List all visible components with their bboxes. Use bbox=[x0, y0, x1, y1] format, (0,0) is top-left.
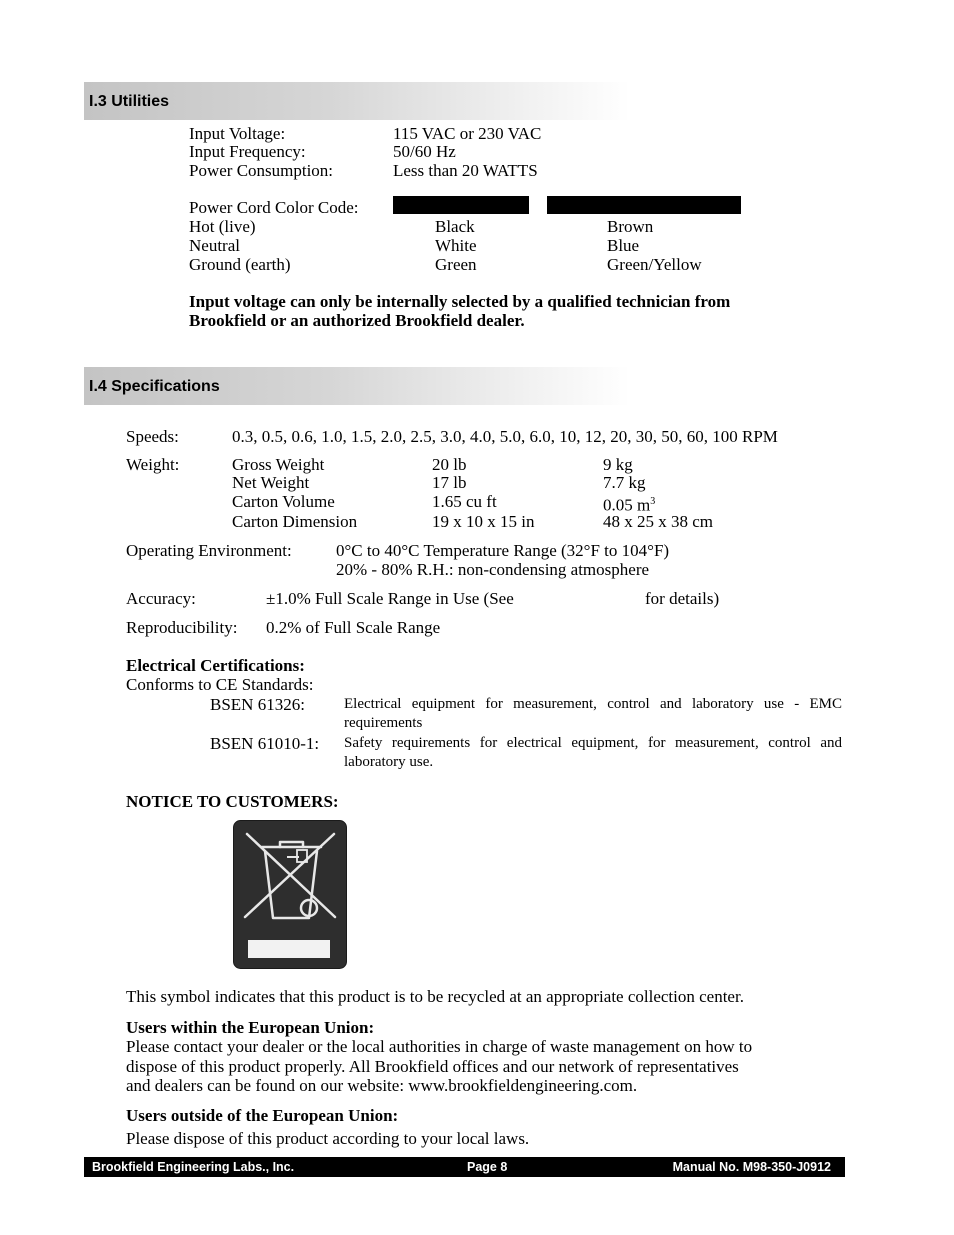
carton-volume-name: Carton Volume bbox=[232, 492, 335, 511]
ground-eu: Green/Yellow bbox=[607, 255, 702, 274]
certifications-heading: Electrical Certifications: bbox=[126, 656, 305, 675]
accuracy-value: ±1.0% Full Scale Range in Use (See bbox=[266, 589, 514, 608]
speeds-label: Speeds: bbox=[126, 427, 179, 446]
net-weight-name: Net Weight bbox=[232, 473, 310, 492]
voltage-notice-line1: Input voltage can only be internally selected by a qualified technician from bbox=[189, 292, 731, 311]
bsen-61010-code: BSEN 61010-1: bbox=[210, 734, 320, 753]
neutral-label: Neutral bbox=[189, 236, 240, 255]
recycling-symbol-text: This symbol indicates that this product is to be recycled at an appropriate collection center. bbox=[126, 987, 744, 1006]
utilities-heading: I.3 Utilities bbox=[89, 93, 170, 110]
eu-users-line2: dispose of this product properly. All Brookfield offices and our network of representatives bbox=[126, 1057, 739, 1076]
ground-label: Ground (earth) bbox=[189, 255, 291, 274]
input-frequency-value: 50/60 Hz bbox=[393, 142, 456, 161]
net-weight-imperial: 17 lb bbox=[432, 473, 467, 492]
gross-weight-name: Gross Weight bbox=[232, 455, 325, 474]
carton-volume-imperial: 1.65 cu ft bbox=[432, 492, 497, 511]
power-consumption-label: Power Consumption: bbox=[189, 161, 334, 180]
carton-dimension-metric: 48 x 25 x 38 cm bbox=[603, 512, 714, 531]
bsen-61326-code: BSEN 61326: bbox=[210, 695, 305, 714]
color-code-us-header-bar bbox=[393, 196, 529, 214]
footer-manual-number: Manual No. M98-350-J0912 bbox=[672, 1160, 831, 1174]
ce-conformity-text: Conforms to CE Standards: bbox=[126, 675, 314, 694]
footer-company: Brookfield Engineering Labs., Inc. bbox=[92, 1160, 295, 1174]
ground-us: Green bbox=[435, 255, 477, 274]
weee-recycling-icon bbox=[233, 820, 347, 974]
input-frequency-label: Input Frequency: bbox=[189, 142, 306, 161]
hot-eu: Brown bbox=[607, 217, 654, 236]
neutral-us: White bbox=[435, 236, 477, 255]
non-eu-users-heading: Users outside of the European Union: bbox=[126, 1106, 399, 1125]
gross-weight-metric: 9 kg bbox=[603, 455, 633, 474]
input-voltage-value: 115 VAC or 230 VAC bbox=[393, 124, 542, 143]
speeds-value: 0.3, 0.5, 0.6, 1.0, 1.5, 2.0, 2.5, 3.0, 4.0, 5.0, 6.0, 10, 12, 20, 30, 50, 60, 100 RPM bbox=[232, 427, 778, 446]
carton-volume-metric-value: 0.05 m bbox=[603, 495, 651, 515]
power-consumption-value: Less than 20 WATTS bbox=[393, 161, 538, 180]
reproducibility-value: 0.2% of Full Scale Range bbox=[266, 618, 441, 637]
carton-volume-metric-exponent: 3 bbox=[650, 496, 656, 507]
bsen-61010-description: Safety requirements for electrical equipment, for measurement, control and laboratory use. bbox=[344, 735, 842, 770]
voltage-notice-line2: Brookfield or an authorized Brookfield dealer. bbox=[189, 311, 525, 330]
operating-temperature: 0°C to 40°C Temperature Range (32°F to 104°F) bbox=[336, 541, 670, 560]
operating-humidity: 20% - 80% R.H.: non-condensing atmosphere bbox=[336, 560, 650, 579]
eu-users-line3: and dealers can be found on our website: www.brookfieldengineering.com. bbox=[126, 1076, 638, 1095]
eu-users-line1: Please contact your dealer or the local authorities in charge of waste management on how to bbox=[126, 1037, 753, 1056]
non-eu-users-text: Please dispose of this product according to your local laws. bbox=[126, 1129, 530, 1148]
specifications-heading: I.4 Specifications bbox=[89, 378, 220, 395]
color-code-label: Power Cord Color Code: bbox=[189, 198, 359, 217]
carton-dimension-imperial: 19 x 10 x 15 in bbox=[432, 512, 535, 531]
hot-label: Hot (live) bbox=[189, 217, 256, 236]
gross-weight-imperial: 20 lb bbox=[432, 455, 467, 474]
hot-us: Black bbox=[435, 217, 475, 236]
page-footer bbox=[84, 1157, 845, 1177]
neutral-eu: Blue bbox=[607, 236, 640, 255]
reproducibility-label: Reproducibility: bbox=[126, 618, 238, 637]
bsen-61326-description: Electrical equipment for measurement, control and laboratory use - EMC requirements bbox=[344, 696, 842, 731]
weight-label: Weight: bbox=[126, 455, 180, 474]
net-weight-metric: 7.7 kg bbox=[603, 473, 646, 492]
accuracy-label: Accuracy: bbox=[126, 589, 196, 608]
footer-page-number: Page 8 bbox=[467, 1160, 508, 1174]
carton-dimension-name: Carton Dimension bbox=[232, 512, 358, 531]
color-code-eu-header-bar bbox=[547, 196, 741, 214]
input-voltage-label: Input Voltage: bbox=[189, 124, 286, 143]
eu-users-heading: Users within the European Union: bbox=[126, 1018, 375, 1037]
notice-heading: NOTICE TO CUSTOMERS: bbox=[126, 792, 339, 811]
operating-environment-label: Operating Environment: bbox=[126, 541, 292, 560]
accuracy-details: for details) bbox=[645, 589, 720, 608]
